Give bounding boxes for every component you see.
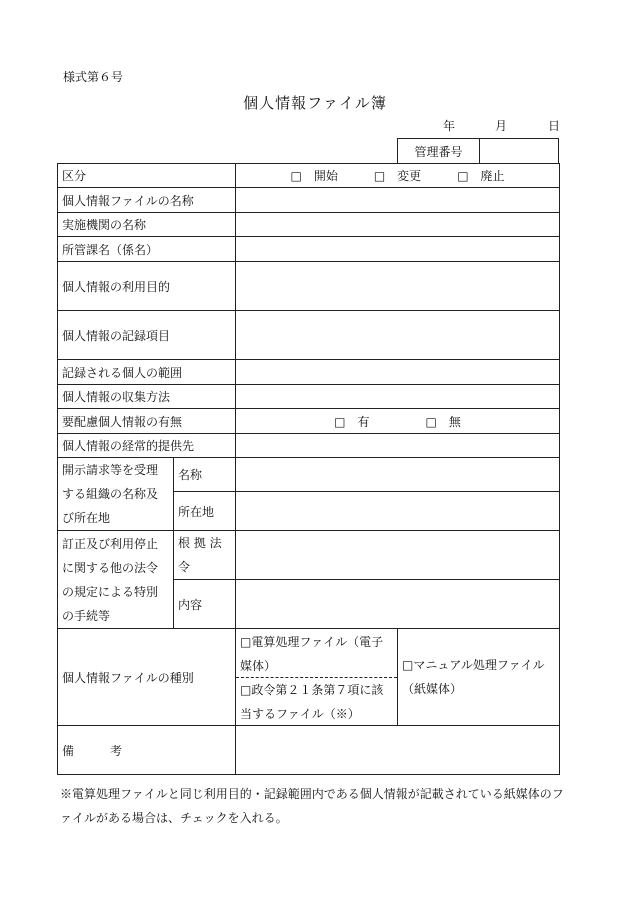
disclosure-address-label: 所在地: [174, 492, 236, 531]
remarks-label: 備 考: [58, 726, 236, 775]
collection-label: 個人情報の収集方法: [58, 385, 236, 409]
disclosure-name-field[interactable]: [236, 458, 560, 492]
management-number-label: 管理番号: [398, 139, 480, 163]
management-number-field[interactable]: [480, 139, 558, 163]
scope-label: 記録される個人の範囲: [58, 360, 236, 385]
row-file-type: [58, 629, 560, 726]
disclosure-name-label: 名称: [174, 458, 236, 492]
management-number-box: [397, 138, 559, 163]
file-type-electronic-cell: [236, 629, 398, 726]
file-register-table: [57, 163, 560, 775]
correction-label: 訂正及び利用停止に関する他の法令の規定による特別の手続等: [58, 531, 174, 629]
date-year-label: 年: [443, 119, 456, 133]
checkbox-manual-file[interactable]: □マニュアル処理ファイル（紙媒体）: [398, 629, 560, 726]
date-month-label: 月: [495, 119, 508, 133]
purpose-label: 個人情報の利用目的: [58, 262, 236, 311]
disclosure-label: 開示請求等を受理する組織の名称及び所在地: [58, 458, 174, 531]
row-disclosure-name: [58, 458, 560, 492]
checkbox-yes[interactable]: □ 有: [334, 414, 370, 429]
provision-field[interactable]: [236, 434, 560, 458]
sensitive-label: 要配慮個人情報の有無: [58, 409, 236, 434]
correction-content-field[interactable]: [236, 580, 560, 629]
checkbox-abolish[interactable]: □ 廃止: [457, 169, 505, 183]
row-correction-law: [58, 531, 560, 580]
sensitive-options: [236, 409, 560, 434]
file-name-field[interactable]: [236, 188, 560, 213]
row-collection: [58, 385, 560, 409]
row-purpose: [58, 262, 560, 311]
correction-content-label: 内容: [174, 580, 236, 629]
category-options: [236, 164, 560, 188]
disclosure-address-field[interactable]: [236, 492, 560, 531]
row-scope: [58, 360, 560, 385]
remarks-field[interactable]: [236, 726, 560, 775]
checkbox-electronic-file[interactable]: □電算処理ファイル（電子媒体）: [236, 630, 397, 678]
file-type-label: 個人情報ファイルの種別: [58, 629, 236, 726]
checkbox-article-file[interactable]: □政令第２１条第７項に該当するファイル（※）: [240, 682, 384, 721]
row-remarks: [58, 726, 560, 775]
agency-name-field[interactable]: [236, 213, 560, 237]
row-agency-name: [58, 213, 560, 237]
file-name-label: 個人情報ファイルの名称: [58, 188, 236, 213]
correction-law-field[interactable]: [236, 531, 560, 580]
row-provision: [58, 434, 560, 458]
checkbox-start[interactable]: □ 開始: [290, 169, 338, 183]
correction-law-label: 根 拠 法 令: [174, 531, 236, 580]
department-field[interactable]: [236, 237, 560, 262]
form-title: 個人情報ファイル簿: [243, 94, 387, 112]
date-day-label: 日: [548, 119, 561, 133]
checkbox-change[interactable]: □ 変更: [373, 169, 422, 183]
row-department: [58, 237, 560, 262]
row-sensitive: [58, 409, 560, 434]
form-code: 様式第６号: [63, 70, 124, 84]
category-label: 区分: [58, 164, 236, 188]
agency-name-label: 実施機関の名称: [58, 213, 236, 237]
record-items-field[interactable]: [236, 311, 560, 360]
row-file-name: [58, 188, 560, 213]
collection-field[interactable]: [236, 385, 560, 409]
row-category: [58, 164, 560, 188]
purpose-field[interactable]: [236, 262, 560, 311]
footnote: ※電算処理ファイルと同じ利用目的・記録範囲内である個人情報が記載されている紙媒体のファイルがある場合は、チェックを入れる。: [60, 787, 564, 825]
checkbox-no[interactable]: □ 無: [425, 414, 461, 429]
provision-label: 個人情報の経常的提供先: [58, 434, 236, 458]
record-items-label: 個人情報の記録項目: [58, 311, 236, 360]
scope-field[interactable]: [236, 360, 560, 385]
row-record-items: [58, 311, 560, 360]
department-label: 所管課名（係名）: [58, 237, 236, 262]
